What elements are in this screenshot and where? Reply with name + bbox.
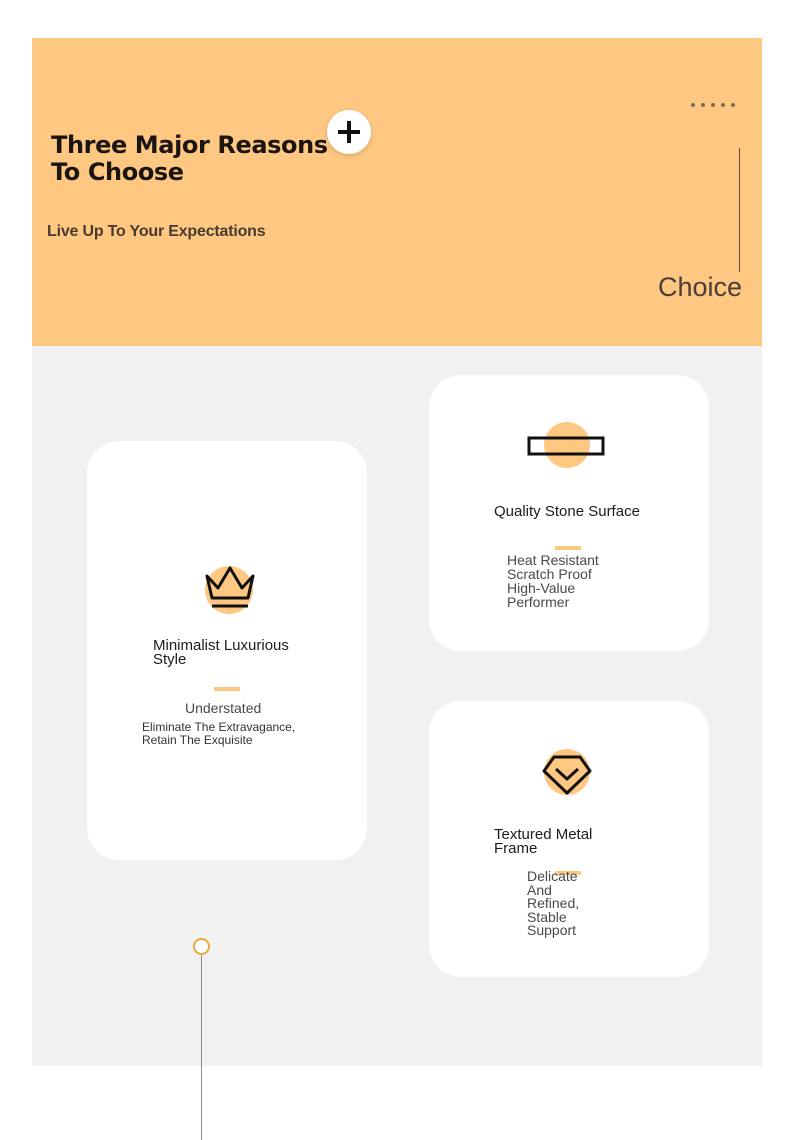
feature-line: Stable	[527, 908, 567, 925]
hero-title	[51, 132, 351, 186]
timeline-dot	[193, 938, 210, 955]
hero-title-line1: Three Major Reasons	[51, 131, 328, 159]
card-feature-list	[527, 870, 579, 938]
feature-line: Support	[527, 922, 577, 938]
accent-bar	[214, 687, 240, 691]
card-title	[494, 828, 592, 856]
card-title: Quality Stone Surface	[494, 503, 640, 520]
feature-card-stone	[429, 375, 709, 651]
card-desc-line1: Eliminate The Extravagance,	[142, 720, 296, 734]
choice-label: Choice	[657, 272, 742, 302]
hero-title-line2: To Choose	[51, 158, 184, 186]
card-title-line2: Style	[153, 651, 187, 668]
hero-subtitle: Live Up To Your Expectations	[47, 223, 266, 240]
features-section	[32, 346, 762, 1066]
feature-line: Delicate	[527, 868, 578, 884]
timeline-line	[201, 954, 202, 1140]
feature-line: Heat Resistant	[507, 552, 599, 568]
feature-line: High-Value	[507, 580, 576, 596]
feature-card-style	[87, 441, 367, 860]
feature-line: And	[527, 881, 552, 898]
card-heading: Understated	[185, 700, 262, 716]
card-title	[153, 639, 289, 667]
more-dots-icon[interactable]	[691, 103, 735, 107]
card-desc-line2: Retain The Exquisite	[142, 733, 253, 747]
accent-bar	[555, 546, 581, 550]
feature-card-frame	[429, 701, 709, 977]
card-title-line1: Minimalist Luxurious	[153, 637, 289, 654]
feature-line: Scratch Proof	[507, 566, 592, 582]
feature-line: Refined,	[527, 895, 580, 911]
stone-slab-icon	[527, 435, 607, 459]
gem-icon	[540, 751, 594, 799]
card-title-line1: Textured Metal	[494, 826, 593, 843]
hero-banner	[32, 38, 762, 346]
divider-line	[739, 148, 740, 272]
card-description	[142, 721, 295, 747]
card-feature-list	[507, 553, 599, 609]
card-title-line2: Frame	[494, 840, 538, 857]
crown-icon	[203, 562, 257, 612]
plus-icon	[336, 119, 362, 145]
feature-line: Performer	[507, 594, 570, 610]
add-button[interactable]	[327, 110, 371, 154]
